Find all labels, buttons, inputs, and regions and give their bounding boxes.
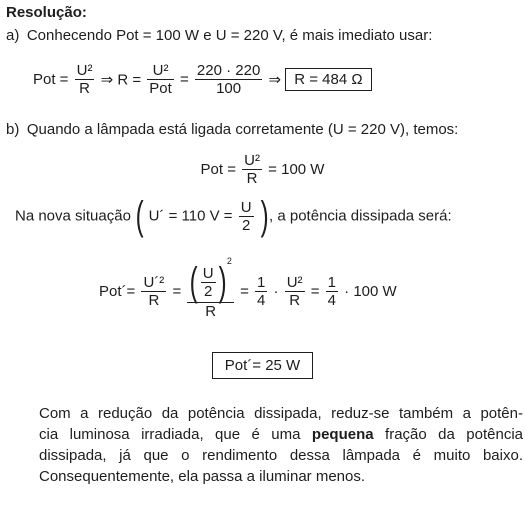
fraction-220x220-over-100	[195, 62, 262, 97]
numerator: U	[202, 264, 214, 282]
denominator: R	[289, 292, 301, 309]
open-paren: (	[135, 194, 144, 238]
numerator: U²	[244, 152, 260, 169]
fraction-u2-over-r	[75, 62, 95, 97]
pot-prime-lhs: Pot´=	[99, 283, 136, 300]
implies-arrow: ⇒	[268, 71, 282, 89]
denominator: R	[148, 292, 160, 309]
fraction-1-over-4-b	[326, 274, 338, 309]
numerator: U	[240, 198, 252, 216]
equals-sign: =	[310, 283, 320, 300]
close-paren: )	[260, 194, 269, 238]
denominator: 100	[216, 80, 242, 97]
numerator: 220 · 220	[196, 62, 261, 79]
fraction-1-over-4	[255, 274, 267, 309]
denominator: Pot	[149, 80, 172, 97]
conclusion-line-3: dissipada, já que o rendimento dessa lâmpada é muito baixo.	[39, 447, 523, 464]
conclusion-text: cia luminosa irradiada, que é uma	[39, 426, 301, 443]
equals-100w: = 100 W	[268, 161, 325, 178]
numerator: U²	[286, 274, 303, 291]
numerator: 1	[257, 274, 266, 291]
fraction-u2-over-pot	[147, 62, 174, 97]
emphasis-pequena: pequena	[311, 426, 374, 443]
conclusion-line-2	[39, 424, 523, 445]
fraction-u-over-2-squared-over-r	[187, 255, 234, 321]
part-b-intro: b) Quando a lâmpada está ligada corretamente (U = 220 V), temos:	[6, 121, 459, 138]
denominator: R	[79, 80, 90, 97]
multiply-dot: ·	[273, 283, 279, 300]
resolution-title: Resolução:	[6, 4, 87, 21]
numerator: U´²	[143, 274, 165, 291]
situation-text: Na nova situação	[15, 207, 131, 225]
result-box-pot: Pot´= 25 W	[212, 352, 313, 379]
exponent: 2	[226, 255, 232, 266]
conclusion-text: fração da potência	[385, 426, 524, 443]
denominator: 4	[327, 292, 336, 309]
conclusion-line-4: Consequentemente, ela passa a iluminar menos.	[39, 468, 366, 485]
denominator: R	[205, 303, 217, 320]
result-box-r: R = 484 Ω	[285, 68, 371, 91]
denominator: 2	[241, 216, 251, 234]
times-100w: · 100 W	[344, 283, 397, 300]
denominator: R	[246, 170, 258, 187]
inner-fraction-u-over-2	[201, 265, 216, 300]
fraction-u2-over-r	[242, 152, 262, 187]
part-a-equation	[33, 62, 372, 97]
numerator	[187, 255, 234, 304]
pot-lhs: Pot =	[200, 161, 236, 178]
equals-sign: =	[179, 71, 189, 88]
fraction-u-over-2	[239, 199, 254, 234]
pot-lhs: Pot =	[33, 71, 69, 88]
equals-sign: =	[172, 283, 182, 300]
fraction-u2-over-r	[285, 274, 305, 309]
denominator: 2	[203, 282, 213, 300]
open-paren: (	[190, 260, 199, 304]
part-b-equation-2	[99, 255, 397, 321]
fraction-uprime2-over-r	[141, 274, 166, 309]
new-situation-line	[15, 196, 452, 236]
part-a-intro: a) Conhecendo Pot = 100 W e U = 220 V, é mais imediato usar:	[6, 27, 433, 44]
numerator: U²	[76, 62, 93, 79]
part-b-result	[0, 352, 525, 379]
implies-r: ⇒ R =	[100, 71, 142, 89]
part-b-equation-1	[0, 152, 525, 187]
denominator: 4	[257, 292, 266, 309]
conclusion-paragraph	[39, 403, 523, 487]
equals-sign: =	[240, 283, 249, 300]
situation-inner: U´ = 110 V =	[148, 207, 233, 225]
close-paren: )	[218, 260, 227, 304]
conclusion-line-1: Com a redução da potência dissipada, reduz-se também a potên-	[39, 405, 523, 422]
numerator: 1	[327, 274, 336, 291]
numerator: U²	[147, 62, 174, 80]
situation-after: , a potência dissipada será:	[269, 207, 452, 225]
